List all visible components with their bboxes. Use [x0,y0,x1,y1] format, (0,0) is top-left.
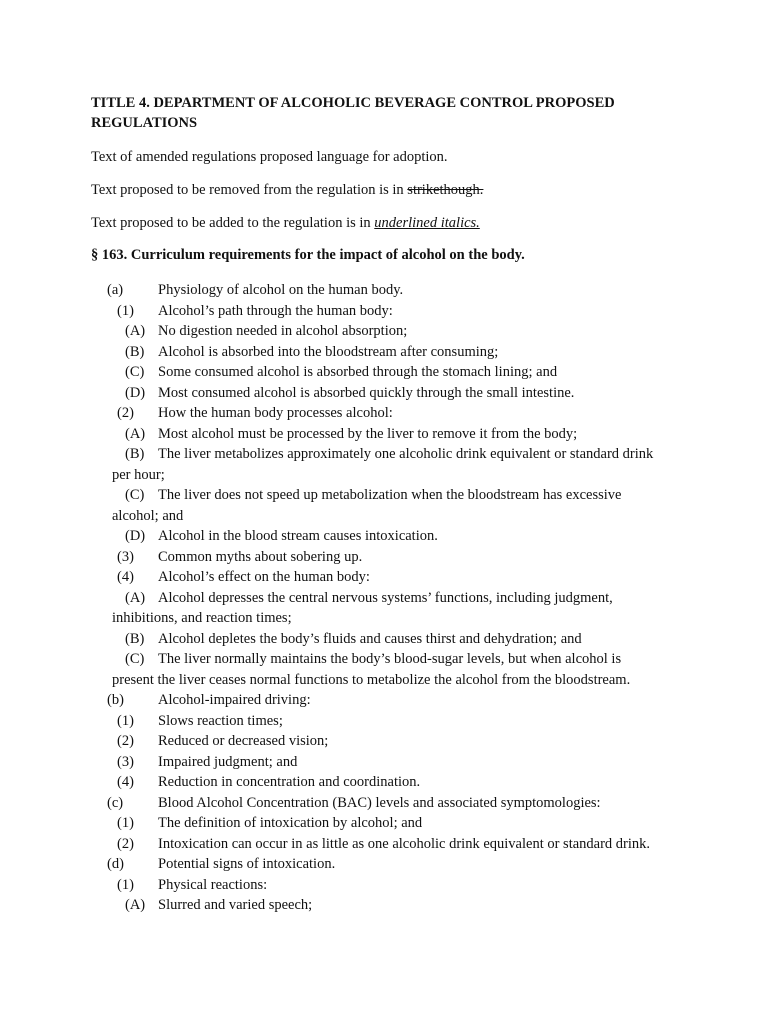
outline-marker: (B) [125,630,145,647]
outline-item [0,895,770,916]
outline-continuation-text: present the liver ceases normal functions to metabolize the alcohol from the bloodstream. [112,671,631,688]
outline-marker: (4) [117,569,134,585]
outline-item [0,383,770,404]
outline-marker: (D) [125,528,146,544]
outline-marker: (A) [125,897,146,913]
outline-text: Alcohol-impaired driving: [158,692,311,708]
outline-item [0,608,770,629]
outline-marker: (1) [117,302,134,319]
outline-item [0,403,770,424]
outline-text: Reduction in concentration and coordination. [158,774,421,790]
outline-item [0,854,770,875]
outline-text: Slurred and varied speech; [158,897,313,913]
outline-marker: (b) [107,692,124,708]
outline-text: Alcohol in the blood stream causes intoxication. [158,528,438,544]
outline-item [0,547,770,568]
outline-text: No digestion needed in alcohol absorption; [158,323,408,339]
outline-continuation-text: per hour; [112,466,165,483]
added-note-prefix: Text proposed to be added to the regulation is in [91,215,371,231]
outline-item [0,649,770,670]
outline-marker: (2) [117,405,134,421]
outline-item [0,424,770,445]
outline-item [0,875,770,896]
outline-item [0,301,770,322]
outline-text: Alcohol is absorbed into the bloodstream after consuming; [158,343,499,360]
outline-marker: (1) [117,712,134,729]
outline-text: Alcohol’s path through the human body: [158,302,393,319]
outline-text: Potential signs of intoxication. [158,856,336,872]
document-title: TITLE 4. DEPARTMENT OF ALCOHOLIC BEVERAGE CONTROL PROPOSED REGULATIONS [91,95,615,131]
outline-item [0,485,770,506]
outline-marker: (4) [117,774,134,790]
outline-marker: (a) [107,282,124,298]
outline-marker: (A) [125,589,146,606]
outline-text: Slows reaction times; [158,712,283,729]
outline-marker: (1) [117,815,134,831]
outline-item [0,731,770,752]
outline-marker: (B) [125,343,145,360]
outline-marker: (d) [107,856,124,872]
intro-text: Text of amended regulations proposed language for adoption. [91,149,448,165]
outline-marker: (A) [125,425,146,442]
outline-text: Most alcohol must be processed by the liver to remove it from the body; [158,425,578,442]
section-heading: § 163. Curriculum requirements for the impact of alcohol on the body. [91,247,525,263]
removed-text-note [91,180,483,200]
outline-item [0,793,770,814]
outline-marker: (2) [117,733,134,749]
outline-marker: (C) [125,487,145,503]
outline-continuation-text: inhibitions, and reaction times; [112,610,292,626]
outline-text: Common myths about sobering up. [158,548,363,565]
outline-item [0,588,770,609]
outline-text: The definition of intoxication by alcohol; and [158,815,423,831]
outline-text: Physical reactions: [158,876,268,893]
outline-item [0,629,770,650]
outline-text: Blood Alcohol Concentration (BAC) levels and associated symptomologies: [158,794,601,811]
outline-text: Intoxication can occur in as little as one alcoholic drink equivalent or standard drink. [158,835,651,852]
outline-text: Alcohol depresses the central nervous systems’ functions, including judgment, [158,589,613,606]
added-text-note [91,213,480,233]
outline-item [0,444,770,465]
outline-marker: (C) [125,651,145,667]
outline-text: How the human body processes alcohol: [158,405,393,421]
outline-text: The liver does not speed up metabolization when the bloodstream has excessive [158,487,622,503]
outline-text: Alcohol’s effect on the human body: [158,569,370,585]
outline-item [0,711,770,732]
outline-text: Physiology of alcohol on the human body. [158,282,404,298]
outline-item [0,362,770,383]
strikethrough-example: strikethough. [407,182,484,198]
outline-marker: (c) [107,794,124,811]
outline-item [0,506,770,527]
outline-item [0,526,770,547]
outline-text: The liver normally maintains the body’s blood-sugar levels, but when alcohol is [158,651,622,667]
outline-continuation-text: alcohol; and [112,507,184,524]
outline-text: The liver metabolizes approximately one alcoholic drink equivalent or standard drink [158,446,654,462]
outline-item [0,834,770,855]
outline-marker: (1) [117,876,134,893]
outline-text: Most consumed alcohol is absorbed quickly through the small intestine. [158,384,575,401]
outline-item [0,342,770,363]
underlined-italics-example: underlined italics. [374,215,480,231]
removed-note-prefix: Text proposed to be removed from the regulation is in [91,182,404,198]
outline-item [0,752,770,773]
outline-text: Reduced or decreased vision; [158,733,329,749]
outline-text: Impaired judgment; and [158,753,298,770]
outline-text: Some consumed alcohol is absorbed through the stomach lining; and [158,364,558,380]
outline-marker: (2) [117,835,134,852]
outline-item [0,670,770,691]
outline-item [0,465,770,486]
outline-item [0,772,770,793]
regulation-outline [0,280,770,916]
outline-item [0,690,770,711]
outline-marker: (3) [117,548,134,565]
outline-marker: (D) [125,384,146,401]
outline-marker: (C) [125,364,145,380]
outline-item [0,813,770,834]
outline-item [0,321,770,342]
outline-item [0,567,770,588]
outline-marker: (A) [125,323,146,339]
outline-item [0,280,770,301]
outline-marker: (3) [117,753,134,770]
outline-text: Alcohol depletes the body’s fluids and causes thirst and dehydration; and [158,630,582,647]
outline-marker: (B) [125,446,145,462]
